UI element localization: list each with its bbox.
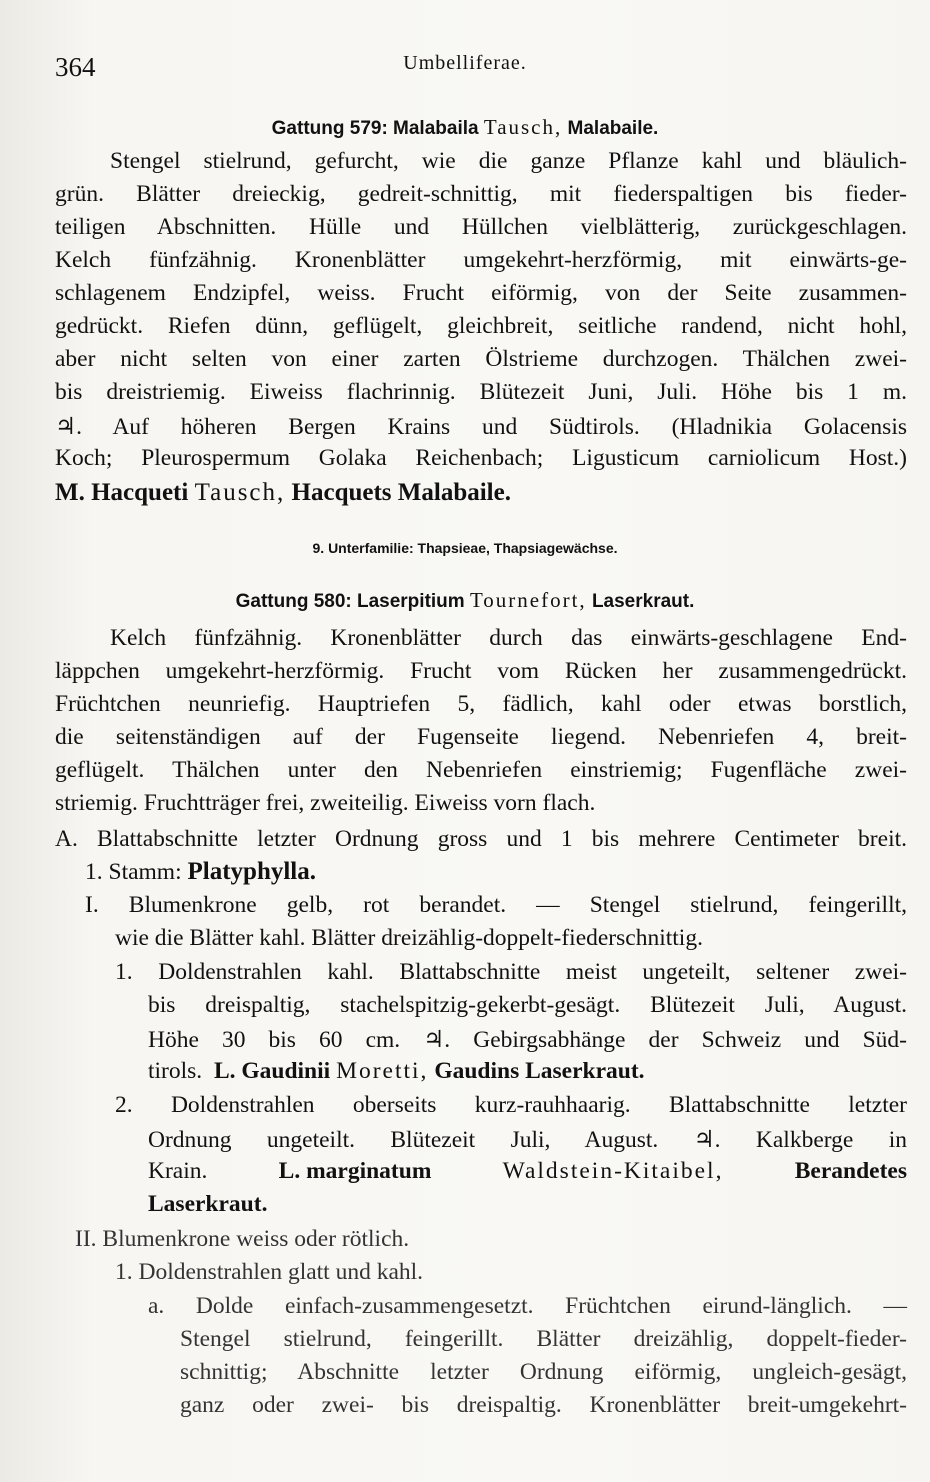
- key-I-line2: wie die Blätter kahl. Blätter dreizählig-doppelt-fiederschnittig.: [115, 925, 703, 951]
- genus-author: Tournefort,: [469, 588, 587, 612]
- key-I1-line: bis dreispaltig, stachelspitzig-gekerbt-gesägt. Blütezeit Juli, August.: [148, 992, 907, 1018]
- key-I2-line: 2. Doldenstrahlen oberseits kurz-rauhhaarig. Blattabschnitte letzter: [115, 1092, 907, 1118]
- key-I1-line: Höhe 30 bis 60 cm. ♃. Gebirgsabhänge der Schweiz und Süd-: [148, 1027, 907, 1053]
- text-line: teiligen Abschnitten. Hülle und Hüllchen vielblätterig, zurückgeschlagen.: [55, 214, 907, 240]
- text-line: schlagenem Endzipfel, weiss. Frucht eiförmig, von der Seite zusammen-: [55, 280, 907, 306]
- species-name: L. marginatum: [278, 1158, 432, 1184]
- stamm-name: Platyphylla.: [187, 858, 316, 885]
- species-common-name: Hacquets Malabaile.: [291, 479, 511, 506]
- species-line-hacqueti: [55, 479, 511, 507]
- text-line: bis dreistriemig. Eiweiss flachrinnig. Blütezeit Juni, Juli. Höhe bis 1 m.: [55, 379, 907, 405]
- species-common-name: Gaudins Laserkraut.: [434, 1058, 645, 1084]
- key-I-line1: I. Blumenkrone gelb, rot berandet. — Stengel stielrund, feingerillt,: [85, 892, 907, 918]
- page-number: 364: [55, 52, 96, 82]
- genus-label: Gattung 580:: [235, 591, 352, 612]
- text-line: Kelch fünfzähnig. Kronenblätter durch das einwärts-geschlagene End-: [110, 625, 907, 651]
- genus-common-name: Laserkraut.: [591, 591, 695, 612]
- species-common-name: Berandetes: [794, 1158, 907, 1184]
- species-author: Moretti,: [336, 1058, 429, 1084]
- key-IIa-line: ganz oder zwei- bis dreispaltig. Kronenblätter breit-umgekehrt-: [180, 1392, 907, 1418]
- key-I2-line: Ordnung ungeteilt. Blütezeit Juli, August. ♃. Kalkberge in: [148, 1127, 907, 1153]
- subfamily-heading: 9. Unterfamilie: Thapsieae, Thapsiagewächse.: [312, 540, 618, 556]
- key-II1: 1. Doldenstrahlen glatt und kahl.: [115, 1259, 424, 1285]
- key-I1-line: 1. Doldenstrahlen kahl. Blattabschnitte meist ungeteilt, seltener zwei-: [115, 959, 907, 985]
- key-IIa-line: Stengel stielrund, feingerillt. Blätter dreizählig, doppelt-fieder-: [180, 1326, 907, 1352]
- genus-heading-579: [0, 115, 930, 140]
- text-line: läppchen umgekehrt-herzförmig. Frucht vom Rücken her zusammengedrückt.: [55, 658, 907, 684]
- genus-heading-580: [0, 588, 930, 613]
- key-IIa-line: schnittig; Abschnitte letzter Ordnung eiförmig, ungleich-gesägt,: [180, 1359, 907, 1385]
- text-line: grün. Blätter dreieckig, gedreit-schnittig, mit fiederspaltigen bis fieder-: [55, 181, 907, 207]
- text-line: Stengel stielrund, gefurcht, wie die ganze Pflanze kahl und bläulich-: [110, 148, 907, 174]
- stamm-label: 1. Stamm:: [85, 859, 182, 885]
- genus-name: Malabaila: [393, 118, 479, 139]
- text-line: ♃. Auf höheren Bergen Krains und Südtirols. (Hladnikia Golacensis: [55, 414, 907, 440]
- genus-label: Gattung 579:: [271, 118, 388, 139]
- species-author: Waldstein-Kitaibel,: [502, 1158, 724, 1184]
- species-common-name-cont: Laserkraut.: [148, 1191, 268, 1217]
- text-line: aber nicht selten von einer zarten Ölstrieme durchzogen. Thälchen zwei-: [55, 346, 907, 372]
- text-line: striemig. Fruchtträger frei, zweiteilig. Eiweiss vorn flach.: [55, 790, 596, 816]
- genus-common-name: Malabaile.: [567, 118, 659, 139]
- species-name: L. Gaudinii: [213, 1058, 331, 1084]
- text-line: Früchtchen neunriefig. Hauptriefen 5, fädlich, kahl oder etwas borstlich,: [55, 691, 907, 717]
- species-line-marginatum: [148, 1158, 907, 1185]
- genus-name: Laserpitium: [356, 591, 465, 612]
- text-line: Koch; Pleurospermum Golaka Reichenbach; Ligusticum carniolicum Host.): [55, 445, 907, 471]
- text-line: Kelch fünfzähnig. Kronenblätter umgekehrt-herzförmig, mit einwärts-ge-: [55, 247, 907, 273]
- key-stamm: [85, 858, 316, 886]
- key-A: A. Blattabschnitte letzter Ordnung gross und 1 bis mehrere Centimeter breit.: [55, 826, 907, 852]
- species-name: M. Hacqueti: [55, 479, 189, 506]
- running-head: Umbelliferae.: [403, 52, 527, 74]
- text-line: gedrückt. Riefen dünn, geflügelt, gleichbreit, seitliche randend, nicht hohl,: [55, 313, 907, 339]
- text-prefix: Krain.: [148, 1158, 208, 1184]
- species-line-gaudinii: [148, 1058, 645, 1085]
- text-prefix: tirols.: [148, 1058, 203, 1084]
- text-line: die seitenständigen auf der Fugenseite liegend. Nebenriefen 4, breit-: [55, 724, 907, 750]
- text-line: geflügelt. Thälchen unter den Nebenriefen einstriemig; Fugenfläche zwei-: [55, 757, 907, 783]
- key-IIa-line: a. Dolde einfach-zusammengesetzt. Früchtchen eirund-länglich. —: [148, 1293, 907, 1319]
- key-II: II. Blumenkrone weiss oder rötlich.: [75, 1226, 410, 1252]
- species-author: Tausch,: [194, 479, 286, 506]
- genus-author: Tausch,: [483, 115, 563, 139]
